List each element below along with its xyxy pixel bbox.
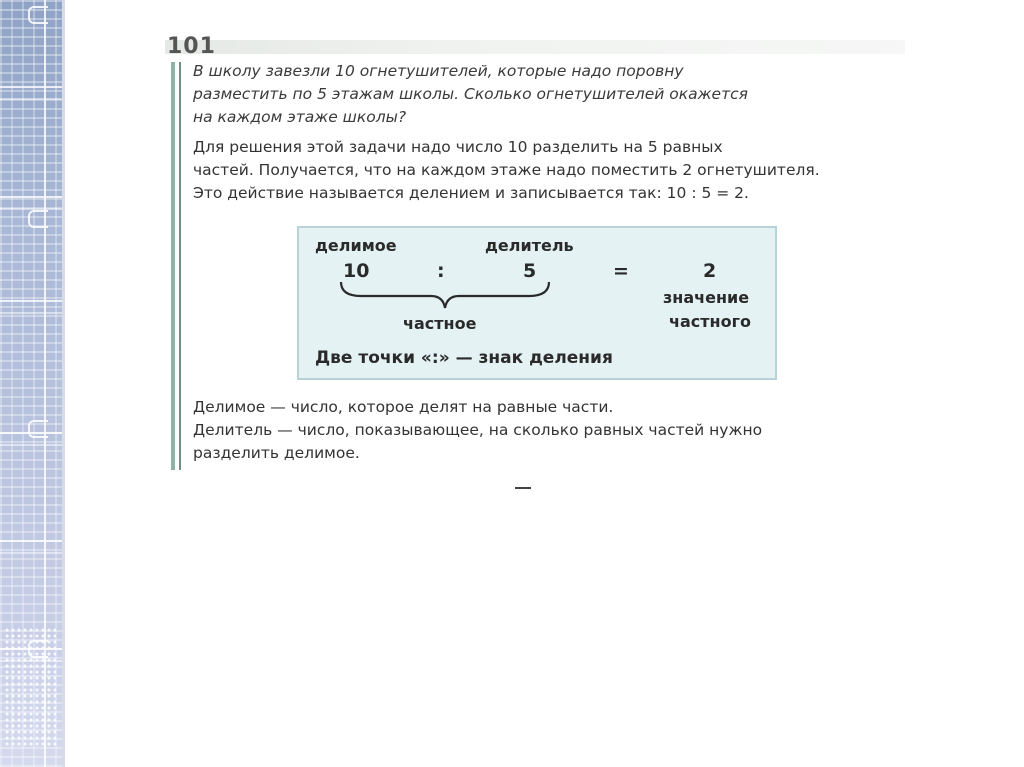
stray-dash xyxy=(515,487,531,489)
task-line: разместить по 5 этажам школы. Сколько огнетушителей окажется xyxy=(193,85,748,103)
quotient-label: частное xyxy=(403,314,477,333)
margin-bar xyxy=(171,62,175,470)
strip-hook xyxy=(28,6,48,24)
task-line: на каждом этаже школы? xyxy=(193,108,407,126)
division-sign-caption: Две точки «:» — знак деления xyxy=(315,348,613,368)
page-number: 101 xyxy=(167,34,216,59)
dividend-value: 10 xyxy=(343,260,370,282)
textbook-fragment xyxy=(165,34,905,472)
definitions-text xyxy=(193,396,893,465)
definition-line: разделить делимое. xyxy=(193,444,360,462)
decorative-side-strip xyxy=(0,0,62,767)
solution-line: Для решения этой задачи надо число 10 разделить на 5 равных xyxy=(193,138,723,156)
quotient-value-label: значение xyxy=(663,288,750,307)
divisor-label: делитель xyxy=(485,236,574,255)
definition-line: Делимое — число, которое делят на равные части. xyxy=(193,398,614,416)
strip-edge xyxy=(62,0,65,767)
dividend-label: делимое xyxy=(315,236,397,255)
strip-notch xyxy=(0,86,62,100)
equals-sign: = xyxy=(613,260,629,282)
brace-icon xyxy=(339,280,551,310)
quotient-value-label: частного xyxy=(669,312,751,331)
divisor-value: 5 xyxy=(523,260,537,282)
result-value: 2 xyxy=(703,260,717,282)
solution-line: частей. Получается, что на каждом этаже надо поместить 2 огнетушителя. xyxy=(193,161,820,179)
solution-text xyxy=(193,136,903,205)
definition-line: Делитель — число, показывающее, на сколько равных частей нужно xyxy=(193,421,763,439)
strip-notch xyxy=(0,540,62,554)
strip-hook xyxy=(28,420,48,438)
task-text xyxy=(193,60,903,129)
margin-bar-thin xyxy=(179,62,181,470)
strip-hook xyxy=(28,210,48,228)
strip-notch xyxy=(0,300,62,314)
strip-notch xyxy=(0,196,62,210)
task-line: В школу завезли 10 огнетушителей, которые надо поровну xyxy=(193,62,684,80)
division-colon: : xyxy=(437,260,445,282)
solution-line: Это действие называется делением и записывается так: 10 : 5 = 2. xyxy=(193,184,749,202)
dot-pattern xyxy=(4,627,56,747)
scan-top-edge xyxy=(165,40,905,54)
division-diagram xyxy=(297,226,777,380)
